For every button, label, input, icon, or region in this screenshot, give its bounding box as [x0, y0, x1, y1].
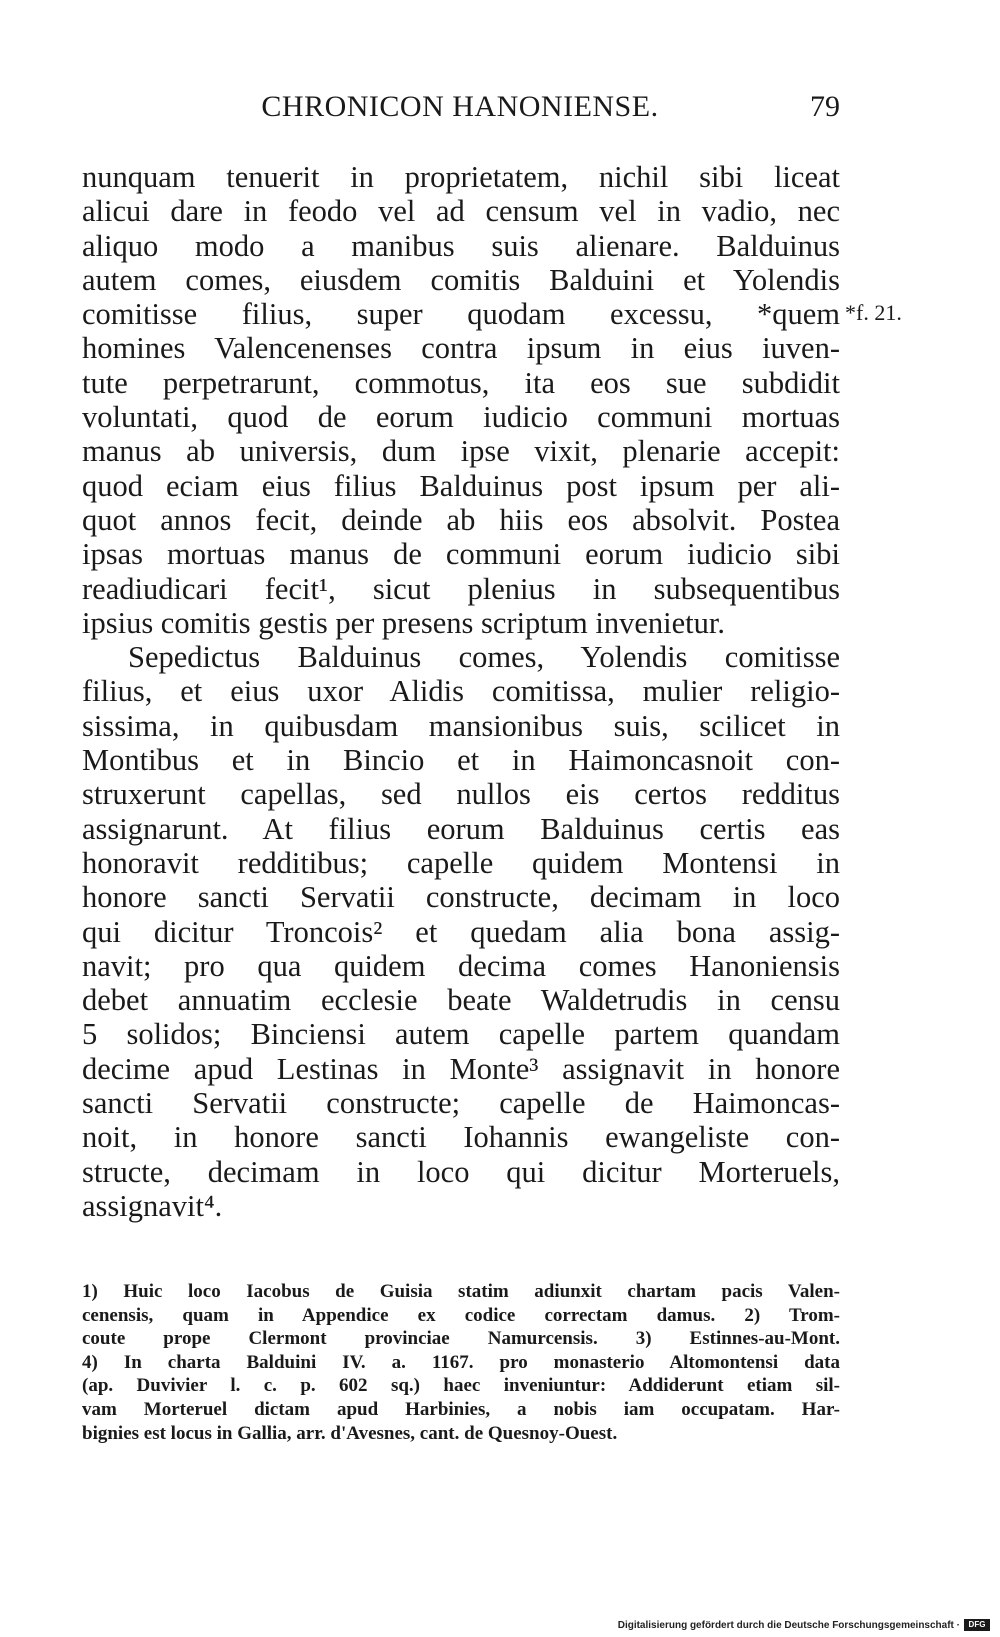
text-line: alicui dare in feodo vel ad censum vel in vadio, nec: [82, 194, 840, 229]
main-text: [82, 160, 840, 1223]
text-line: decime apud Lestinas in Monte³ assignavit in honore: [82, 1051, 840, 1086]
text-line: assignarunt. At filius eorum Balduinus certis eas: [82, 811, 840, 846]
running-head: [80, 84, 840, 132]
margin-folio-note: *f. 21.: [845, 300, 902, 325]
text-line: manus ab universis, dum ipse vixit, plenarie accepit:: [82, 434, 840, 469]
text-line: 5 solidos; Binciensi autem capelle partem quandam: [82, 1017, 840, 1052]
text-line: ipsas mortuas manus de communi eorum iudicio sibi: [82, 537, 840, 572]
footnotes: [82, 1280, 840, 1445]
text-line: sancti Servatii constructe; capelle de Haimoncas-: [82, 1086, 840, 1121]
text-line: readiudicari fecit¹, sicut plenius in subsequentibus: [82, 571, 840, 606]
text-line: honoravit redditibus; capelle quidem Montensi in: [82, 845, 840, 880]
digitization-credit: [618, 1619, 990, 1631]
footnote-line: cenensis, quam in Appendice ex codice correctam damus. 2) Trom-: [82, 1304, 840, 1326]
text-line: quod eciam eius filius Balduinus post ipsum per ali-: [82, 468, 840, 503]
text-line: navit; pro qua quidem decima comes Hanoniensis: [82, 948, 840, 983]
text-line: comitisse filius, super quodam excessu, *quem: [82, 297, 840, 332]
dfg-logo: DFG: [964, 1619, 990, 1631]
text-line: qui dicitur Troncois² et quedam alia bona assig-: [82, 914, 840, 949]
text-line: structe, decimam in loco qui dicitur Morteruels,: [82, 1154, 840, 1189]
running-title: CHRONICON HANONIENSE.: [261, 90, 659, 123]
text-line: tute perpetrarunt, commotus, ita eos sue subdidit: [82, 365, 840, 400]
footnote-line: vam Morteruel dictam apud Harbinies, a nobis iam occupatam. Har-: [82, 1398, 840, 1420]
footnote-line: 4) In charta Balduini IV. a. 1167. pro monasterio Altomontensi data: [82, 1351, 840, 1373]
paragraph-start-line: Sepedictus Balduinus comes, Yolendis comitisse: [128, 640, 840, 675]
credit-text: Digitalisierung gefördert durch die Deutsche Forschungsgemeinschaft ·: [617, 1619, 960, 1631]
text-line: homines Valencenenses contra ipsum in eius iuven-: [82, 331, 840, 366]
text-line: voluntati, quod de eorum iudicio communi mortuas: [82, 400, 840, 435]
text-line: honore sancti Servatii constructe, decimam in loco: [82, 880, 840, 915]
text-line: noit, in honore sancti Iohannis ewangeliste con-: [82, 1120, 840, 1155]
text-line: ipsius comitis gestis per presens scriptum invenietur.: [82, 605, 725, 640]
footnote-line: bignies est locus in Gallia, arr. d'Avesnes, cant. de Quesnoy-Ouest.: [82, 1422, 618, 1444]
footnote-line: coute prope Clermont provinciae Namurcensis. 3) Estinnes-au-Mont.: [82, 1328, 840, 1350]
text-line: sissima, in quibusdam mansionibus suis, scilicet in: [82, 708, 840, 743]
text-line: nunquam tenuerit in proprietatem, nichil sibi liceat: [82, 160, 840, 194]
text-line: aliquo modo a manibus suis alienare. Balduinus: [82, 228, 840, 263]
text-line: struxerunt capellas, sed nullos eis certos redditus: [82, 777, 840, 812]
text-line: Montibus et in Bincio et in Haimoncasnoit con-: [82, 743, 840, 778]
text-line: quot annos fecit, deinde ab hiis eos absolvit. Postea: [82, 502, 840, 537]
footnote-line: (ap. Duvivier l. c. p. 602 sq.) haec inveniuntur: Addiderunt etiam sil-: [82, 1375, 840, 1397]
text-line: filius, et eius uxor Alidis comitissa, mulier religio-: [82, 674, 840, 709]
text-line: autem comes, eiusdem comitis Balduini et Yolendis: [82, 262, 840, 297]
page-number: 79: [810, 90, 840, 123]
text-line: debet annuatim ecclesie beate Waldetrudis in censu: [82, 983, 840, 1018]
footnote-line: 1) Huic loco Iacobus de Guisia statim adiunxit chartam pacis Valen-: [82, 1281, 840, 1302]
text-line: assignavit⁴.: [82, 1188, 223, 1223]
